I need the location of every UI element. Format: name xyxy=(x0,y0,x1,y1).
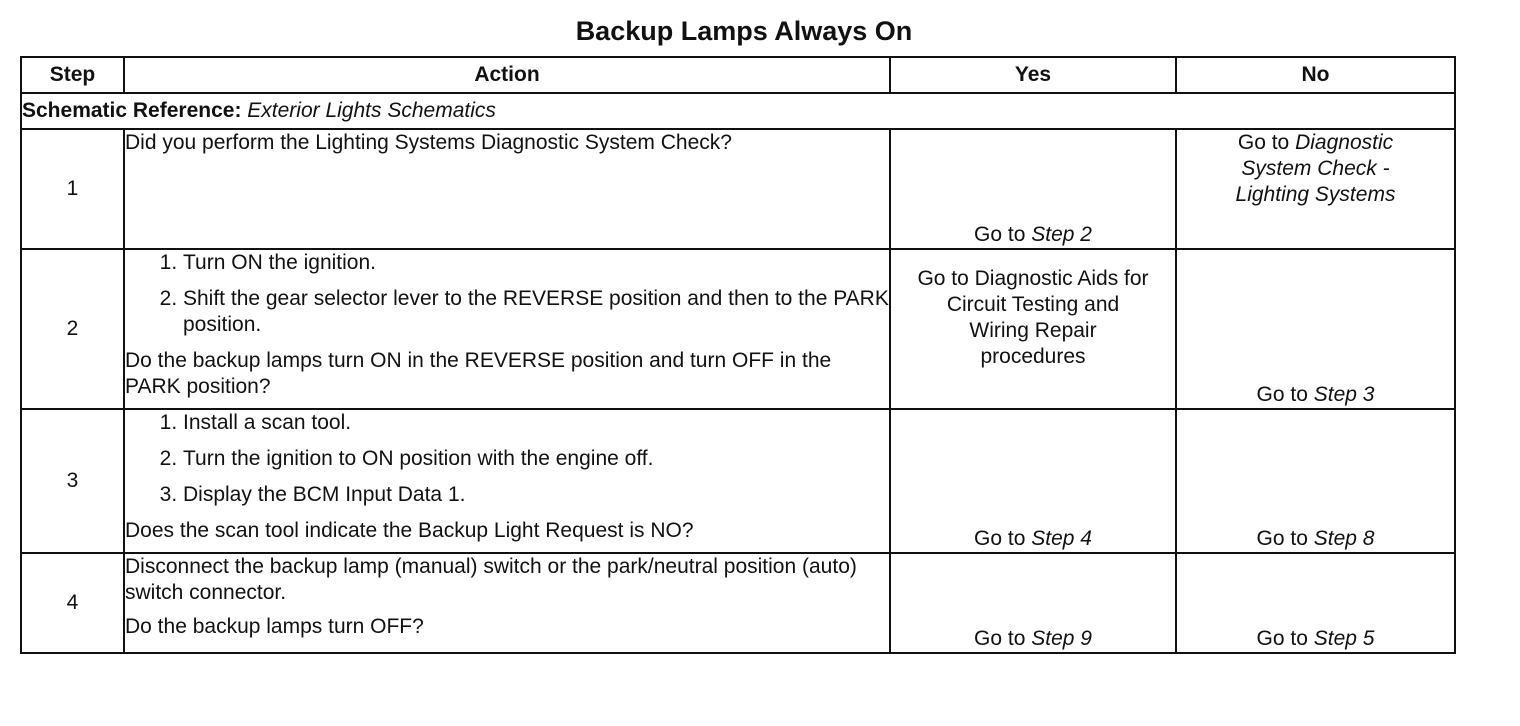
diagnostic-table xyxy=(20,56,1456,654)
outcome-link[interactable]: Step 5 xyxy=(1313,627,1375,650)
no-outcome xyxy=(1176,129,1455,249)
yes-outcome xyxy=(890,409,1176,553)
schematic-link[interactable]: Exterior Lights Schematics xyxy=(247,99,496,122)
list-item: 2. Turn the ignition to ON position with the engine off. xyxy=(183,446,889,472)
outcome-prefix: Go to xyxy=(974,527,1026,550)
step-question: Do the backup lamps turn ON in the REVERSE position and turn OFF in the PARK position? xyxy=(125,349,832,398)
outcome-prefix: Go to xyxy=(1256,383,1308,406)
schematic-row xyxy=(21,93,1455,129)
header-step: Step xyxy=(21,57,124,93)
step-instruction: Disconnect the backup lamp (manual) switch or the park/neutral position (auto) switch connector. xyxy=(125,555,857,604)
no-outcome xyxy=(1176,553,1455,653)
list-item: 3. Display the BCM Input Data 1. xyxy=(183,482,889,508)
outcome-link[interactable]: Step 8 xyxy=(1313,527,1375,550)
outcome-link[interactable]: Step 3 xyxy=(1313,383,1375,406)
table-row xyxy=(21,249,1455,409)
outcome-prefix: Go to xyxy=(974,627,1026,650)
yes-outcome xyxy=(890,553,1176,653)
outcome-link[interactable]: Step 4 xyxy=(1031,527,1092,550)
step-number: 2 xyxy=(21,249,124,409)
step-question: Did you perform the Lighting Systems Diagnostic System Check? xyxy=(125,131,732,154)
substep-list xyxy=(125,250,889,338)
no-outcome xyxy=(1176,409,1455,553)
table-row xyxy=(21,409,1455,553)
yes-outcome xyxy=(890,249,1176,409)
outcome-prefix: Go to xyxy=(1256,627,1308,650)
page-title: Backup Lamps Always On xyxy=(575,16,913,46)
outcome-link[interactable]: Diagnostic System Check - Lighting Systems xyxy=(1235,131,1396,206)
step-action xyxy=(124,129,890,249)
table-row xyxy=(21,553,1455,653)
schematic-reference xyxy=(21,93,1455,129)
step-number: 4 xyxy=(21,553,124,653)
header-no: No xyxy=(1176,57,1455,93)
header-yes: Yes xyxy=(890,57,1176,93)
step-question: Does the scan tool indicate the Backup Light Request is NO? xyxy=(125,519,694,542)
outcome-link[interactable]: Step 2 xyxy=(1031,223,1092,246)
outcome-prefix: Go to xyxy=(1237,131,1290,154)
outcome-text[interactable]: Go to Diagnostic Aids for Circuit Testing and Wiring Repair procedures xyxy=(917,267,1149,368)
yes-outcome xyxy=(890,129,1176,249)
table-row xyxy=(21,129,1455,249)
step-action xyxy=(124,409,890,553)
substep-list xyxy=(125,410,889,508)
outcome-prefix: Go to xyxy=(974,223,1026,246)
list-item: 1. Install a scan tool. xyxy=(183,410,889,436)
step-question: Do the backup lamps turn OFF? xyxy=(125,615,424,638)
outcome-link[interactable]: Step 9 xyxy=(1031,627,1092,650)
outcome-prefix: Go to xyxy=(1256,527,1308,550)
step-number: 1 xyxy=(21,129,124,249)
list-item: 1. Turn ON the ignition. xyxy=(183,250,889,276)
list-item: 2. Shift the gear selector lever to the REVERSE position and then to the PARK position. xyxy=(183,286,889,338)
header-action: Action xyxy=(124,57,890,93)
step-action xyxy=(124,553,890,653)
schematic-label: Schematic Reference: xyxy=(22,99,242,122)
step-number: 3 xyxy=(21,409,124,553)
no-outcome xyxy=(1176,249,1455,409)
header-row xyxy=(21,57,1455,93)
step-action xyxy=(124,249,890,409)
